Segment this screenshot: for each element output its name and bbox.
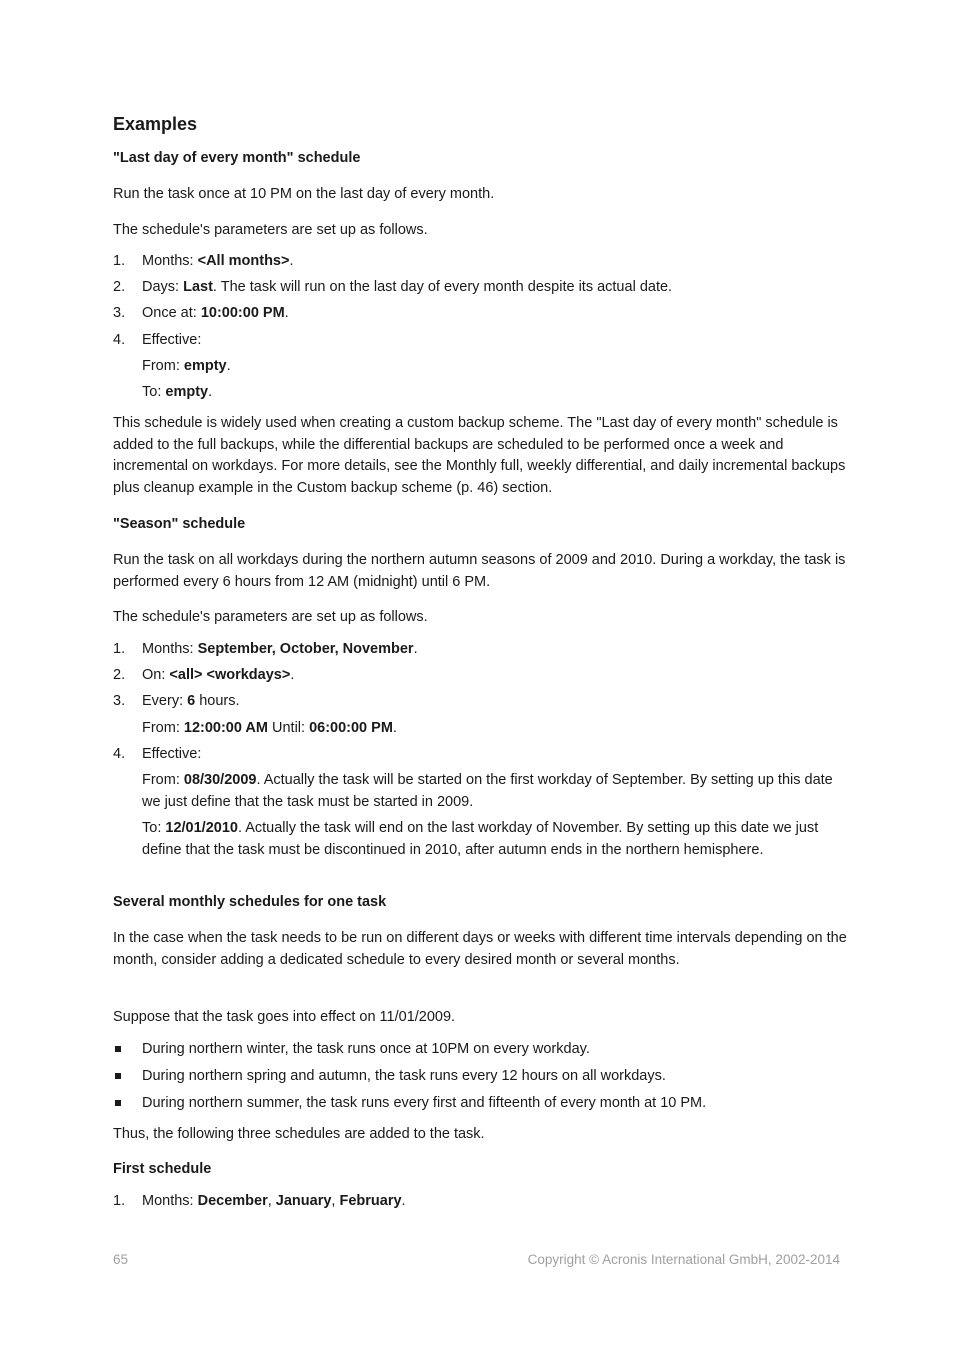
paragraph: In the case when the task needs to be run on different days or weeks with different time intervals depending on the month, consider adding a dedicated schedule to every desired month or several months. (113, 930, 847, 968)
subsection-title-several-monthly: Several monthly schedules for one task (113, 894, 387, 910)
list-item: 4. Effective: (113, 332, 202, 348)
copyright-notice: Copyright © Acronis International GmbH, 2002-2014 (527, 1252, 840, 1267)
list-item: 1. Months: <All months>. (113, 253, 294, 269)
section-heading: Examples (113, 114, 198, 134)
list-item: 3. Every: 6 hours. (113, 693, 240, 709)
paragraph: Run the task once at 10 PM on the last day of every month. (113, 186, 495, 202)
list-item: 2. On: <all> <workdays>. (113, 667, 295, 683)
paragraph: Suppose that the task goes into effect on 11/01/2009. (113, 1009, 456, 1025)
subsection-title-last-day: "Last day of every month" schedule (113, 150, 361, 166)
bullet-square-icon (115, 1046, 121, 1052)
paragraph: Run the task on all workdays during the northern autumn seasons of 2009 and 2010. During a workday, the task is performed every 6 hours from 12 AM (midnight) until 6 PM. (113, 552, 846, 590)
effective-to: To: empty. (142, 384, 213, 400)
page-number: 65 (113, 1252, 129, 1267)
bullet-item: During northern summer, the task runs every first and fifteenth of every month at 10 PM. (113, 1093, 848, 1115)
list-item: 1. Months: December, January, February. (113, 1193, 406, 1209)
bullet-item: During northern winter, the task runs once at 10PM on every workday. (113, 1039, 848, 1061)
subsection-title-first-schedule: First schedule (113, 1161, 212, 1177)
effective-to: To: 12/01/2010. Actually the task will end on the last workday of November. By setting up this date we just define that the task must be discontinued in 2010, after autumn ends in the northern hemisphere. (142, 820, 819, 858)
bullet-square-icon (115, 1100, 121, 1106)
subsection-title-season: "Season" schedule (113, 516, 246, 532)
paragraph: This schedule is widely used when creating a custom backup scheme. The "Last day of every month" schedule is added to the full backups, while the differential backups are scheduled to be performed once a week and incremental on workdays. For more details, see the Monthly full, weekly differential, and daily incremental backups plus cleanup example in the Custom backup scheme (p. 46) section. (113, 415, 846, 497)
paragraph: The schedule's parameters are set up as follows. (113, 222, 428, 238)
effective-from: From: empty. (142, 358, 231, 374)
effective-from: From: 08/30/2009. Actually the task will be started on the first workday of September. By setting up this date we just define that the task must be started in 2009. (142, 772, 833, 810)
list-item: 2. Days: Last. The task will run on the last day of every month despite its actual date. (113, 279, 673, 295)
paragraph: The schedule's parameters are set up as follows. (113, 609, 428, 625)
list-item: 4. Effective: (113, 746, 202, 762)
bullet-item: During northern spring and autumn, the task runs every 12 hours on all workdays. (113, 1066, 848, 1088)
bullet-square-icon (115, 1073, 121, 1079)
interval-range: From: 12:00:00 AM Until: 06:00:00 PM. (142, 720, 397, 736)
list-item: 3. Once at: 10:00:00 PM. (113, 305, 289, 321)
paragraph: Thus, the following three schedules are added to the task. (113, 1126, 485, 1142)
list-item: 1. Months: September, October, November. (113, 641, 418, 657)
